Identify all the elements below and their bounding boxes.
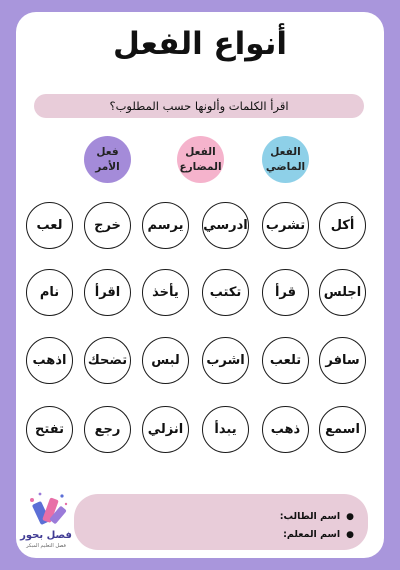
word-circle[interactable] — [262, 406, 309, 453]
word-circle[interactable] — [26, 269, 73, 316]
word-text: يرسم — [147, 218, 184, 233]
word-text: خرج — [94, 218, 121, 233]
instruction-text: اقرأ الكلمات وألونها حسب المطلوب؟ — [109, 99, 289, 113]
word-circle[interactable] — [202, 269, 249, 316]
legend-past-line1: الفعل — [270, 146, 301, 159]
student-name-label: اسم الطالب: — [279, 511, 341, 522]
word-circle[interactable] — [84, 269, 131, 316]
logo-subtitle: فصل التعليم المبكر — [26, 543, 66, 549]
word-text: نام — [39, 285, 60, 300]
word-circle[interactable] — [202, 337, 249, 384]
word-circle[interactable] — [142, 269, 189, 316]
word-text: رجع — [94, 422, 121, 437]
student-name-field[interactable] — [280, 508, 354, 526]
word-circle[interactable] — [319, 406, 366, 453]
logo-art-icon — [18, 488, 74, 532]
teacher-name-field[interactable] — [280, 526, 354, 544]
word-circle[interactable] — [202, 202, 249, 249]
bullet-icon: ● — [346, 530, 354, 540]
word-text: تكتب — [209, 285, 242, 300]
word-text: تضحك — [87, 353, 128, 368]
word-text: لبس — [151, 353, 180, 368]
word-text: تشرب — [265, 218, 306, 233]
word-text: قرأ — [274, 285, 297, 300]
word-circle[interactable] — [262, 269, 309, 316]
word-circle[interactable] — [26, 202, 73, 249]
word-text: ذهب — [270, 422, 301, 437]
word-text: اشرب — [206, 353, 245, 368]
word-text: تلعب — [269, 353, 302, 368]
word-text: ادرسي — [203, 218, 248, 233]
word-circle[interactable] — [142, 202, 189, 249]
legend-present-verb — [177, 136, 224, 183]
teacher-name-label: اسم المعلم: — [283, 529, 341, 540]
legend-present-line2: المضارع — [179, 160, 222, 173]
legend-imperative-line1: فعل الأمر — [95, 146, 120, 173]
bullet-icon: ● — [346, 512, 354, 522]
legend-present-line1: الفعل — [185, 146, 216, 159]
legend-past-line2: الماضي — [265, 160, 306, 173]
word-text: انزلي — [147, 422, 184, 437]
word-text: اقرأ — [94, 285, 121, 300]
word-circle[interactable] — [26, 337, 73, 384]
word-circle[interactable] — [84, 202, 131, 249]
word-text: تفتح — [35, 422, 64, 437]
word-text: يبدأ — [214, 422, 237, 437]
legend-imperative-verb — [84, 136, 131, 183]
word-circle[interactable] — [319, 269, 366, 316]
word-circle[interactable] — [142, 337, 189, 384]
word-circle[interactable] — [262, 337, 309, 384]
word-text: اسمع — [325, 422, 360, 437]
instruction-banner — [34, 94, 364, 118]
word-circle[interactable] — [26, 406, 73, 453]
word-circle[interactable] — [84, 337, 131, 384]
page-title: أنواع الفعل — [112, 26, 288, 62]
name-fields-box — [74, 494, 368, 550]
logo-name: فصل بحور — [20, 530, 72, 541]
word-circle[interactable] — [319, 337, 366, 384]
word-circle[interactable] — [319, 202, 366, 249]
word-text: أكل — [330, 218, 355, 233]
word-circle[interactable] — [84, 406, 131, 453]
legend-past-verb — [262, 136, 309, 183]
word-text: اذهب — [32, 353, 67, 368]
word-text: سافر — [325, 353, 360, 368]
worksheet — [16, 12, 384, 558]
brand-logo — [18, 488, 74, 552]
word-text: يأخذ — [152, 285, 179, 300]
word-text: لعب — [36, 218, 63, 233]
word-circle[interactable] — [202, 406, 249, 453]
word-circle[interactable] — [142, 406, 189, 453]
word-circle[interactable] — [262, 202, 309, 249]
word-text: اجلس — [323, 285, 362, 300]
